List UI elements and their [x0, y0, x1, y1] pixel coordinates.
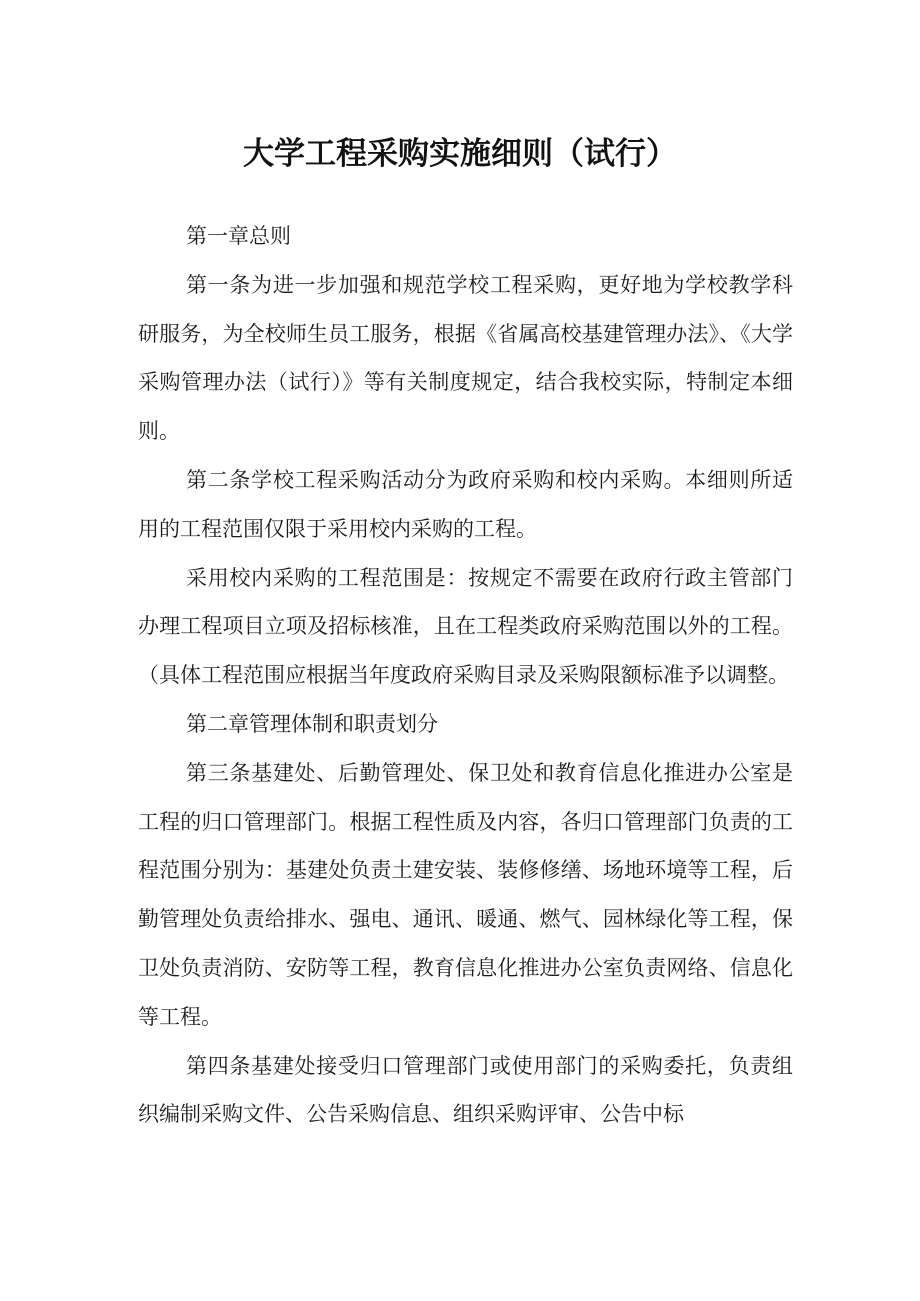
article-2: 第二条学校工程采购活动分为政府采购和校内采购。本细则所适用的工程范围仅限于采用校内采购的工程。 — [138, 467, 793, 541]
article-3: 第三条基建处、后勤管理处、保卫处和教育信息化推进办公室是工程的归口管理部门。根据工程性质及内容，各归口管理部门负责的工程范围分别为：基建处负责土建安装、装修修缮、场地环境等工程，后勤管理处负责给排水、强电、通讯、暖通、燃气、园林绿化等工程，保卫处负责消防、安防等工程，教育信息化推进办公室负责网络、信息化等工程。 — [138, 760, 793, 1029]
chapter-heading-2: 第二章管理体制和职责划分 — [186, 711, 438, 736]
article-4: 第四条基建处接受归口管理部门或使用部门的采购委托，负责组织编制采购文件、公告采购信息、组织采购评审、公告中标 — [138, 1053, 793, 1127]
article-1: 第一条为进一步加强和规范学校工程采购，更好地为学校教学科研服务，为全校师生员工服务，根据《省属高校基建管理办法》、《大学采购管理办法（试行）》等有关制度规定，结合我校实际，特制定本细则。 — [138, 272, 793, 444]
document-body — [138, 212, 793, 1139]
chapter-heading-1: 第一章总则 — [186, 224, 291, 248]
document-title: 大学工程采购实施细则（试行） — [243, 136, 677, 172]
scope-paragraph: 采用校内采购的工程范围是：按规定不需要在政府行政主管部门办理工程项目立项及招标核准，且在工程类政府采购范围以外的工程。（具体工程范围应根据当年度政府采购目录及采购限额标准予以调整。 — [138, 565, 793, 688]
